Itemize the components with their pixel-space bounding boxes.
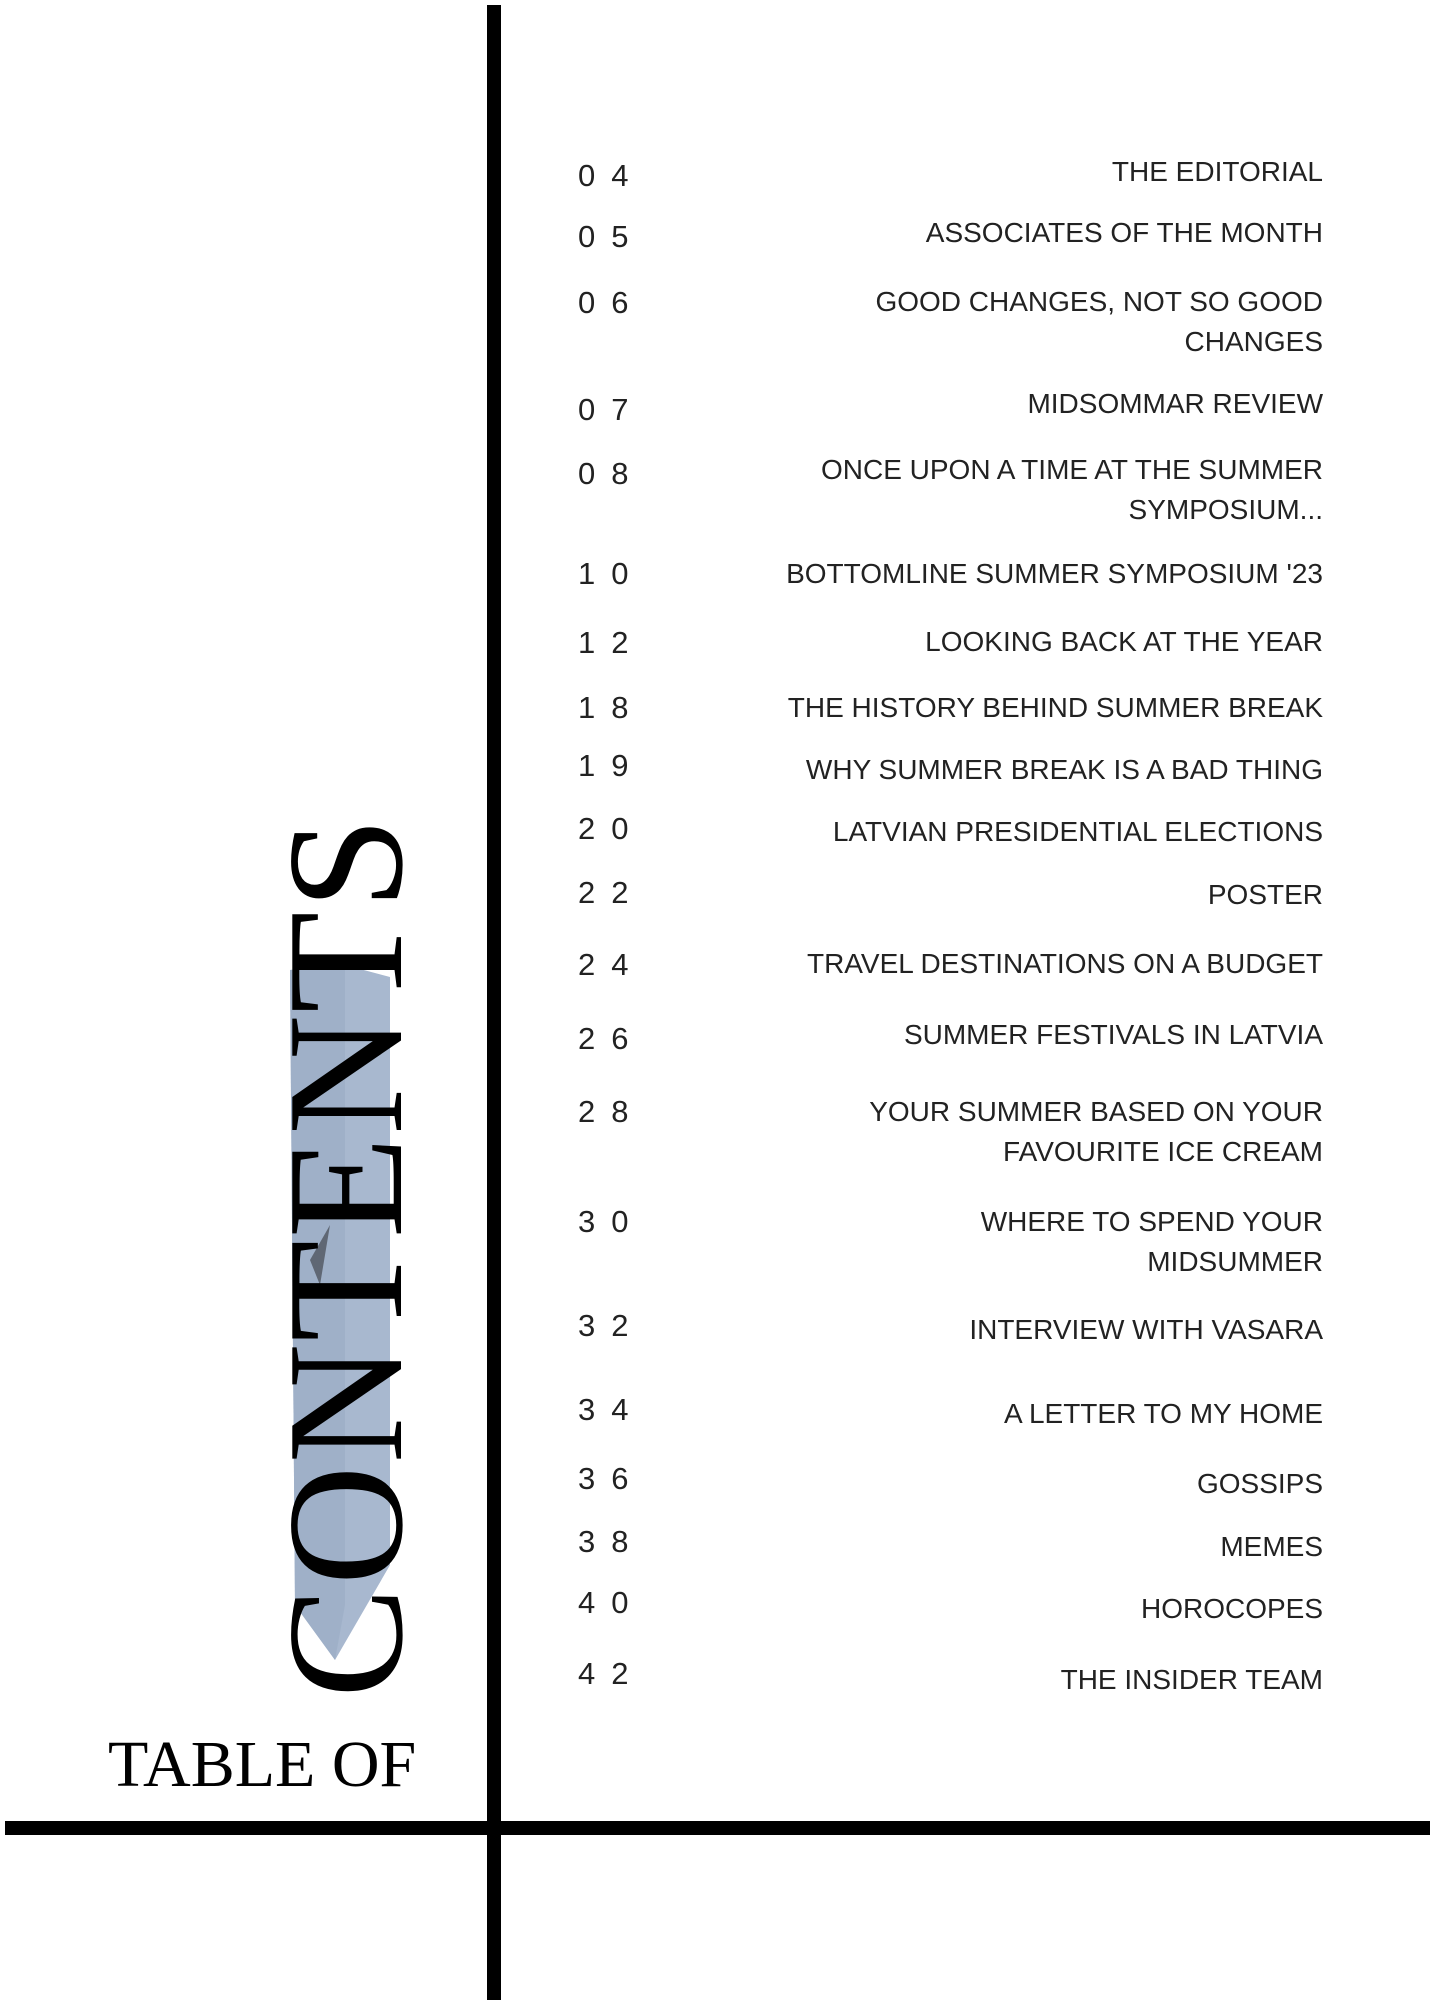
- toc-entry-title[interactable]: MEMES: [1220, 1531, 1323, 1562]
- toc-entry-title[interactable]: YOUR SUMMER BASED ON YOUR FAVOURITE ICE CREAM: [869, 1096, 1323, 1167]
- toc-entry-title[interactable]: BOTTOMLINE SUMMER SYMPOSIUM '23: [786, 558, 1323, 589]
- toc-entry-title[interactable]: SUMMER FESTIVALS IN LATVIA: [903, 1019, 1323, 1050]
- toc-page-number: 42: [578, 1656, 645, 1691]
- toc-entry-title[interactable]: THE HISTORY BEHIND SUMMER BREAK: [787, 692, 1323, 723]
- toc-page-number: 19: [578, 748, 645, 783]
- toc-page-number: 36: [578, 1461, 645, 1496]
- toc-page-number: 40: [578, 1585, 645, 1620]
- toc-page-number: 26: [578, 1021, 645, 1056]
- toc-entry-title[interactable]: ASSOCIATES OF THE MONTH: [925, 217, 1323, 248]
- toc-page-number: 07: [578, 392, 645, 427]
- toc-page-number: 22: [578, 875, 645, 910]
- toc-entry-title[interactable]: POSTER: [1207, 879, 1323, 910]
- toc-entry-title[interactable]: GOOD CHANGES, NOT SO GOOD CHANGES: [875, 286, 1323, 357]
- toc-entry-title[interactable]: THE INSIDER TEAM: [1060, 1664, 1323, 1695]
- toc-page-number: 18: [578, 690, 645, 725]
- toc-entry-title[interactable]: ONCE UPON A TIME AT THE SUMMER SYMPOSIUM...: [820, 454, 1323, 525]
- contents-title: CONTENTS: [253, 815, 437, 1698]
- toc-page-number: 10: [578, 556, 645, 591]
- table-of-title: TABLE OF: [108, 1728, 417, 1801]
- toc-page-number: 12: [578, 625, 645, 660]
- toc-page-number: 34: [578, 1392, 645, 1427]
- toc-entry-title[interactable]: WHERE TO SPEND YOUR MIDSUMMER: [980, 1206, 1323, 1277]
- toc-page-number: 05: [578, 219, 645, 254]
- toc-page-number: 04: [578, 158, 645, 193]
- toc-page-number: 28: [578, 1094, 645, 1129]
- toc-page-number: 24: [578, 947, 645, 982]
- toc-page-number: 20: [578, 811, 645, 846]
- horizontal-divider: [5, 1821, 1430, 1835]
- toc-page-number: 08: [578, 456, 645, 491]
- toc-entry-title[interactable]: HOROCOPES: [1140, 1593, 1323, 1624]
- toc-entry-title[interactable]: LOOKING BACK AT THE YEAR: [925, 626, 1323, 657]
- toc-entry-title[interactable]: INTERVIEW WITH VASARA: [969, 1314, 1323, 1345]
- toc-entry-title[interactable]: WHY SUMMER BREAK IS A BAD THING: [805, 754, 1323, 785]
- toc-page-number: 30: [578, 1204, 645, 1239]
- toc-entry-title[interactable]: MIDSOMMAR REVIEW: [1027, 388, 1323, 419]
- toc-entry-title[interactable]: THE EDITORIAL: [1111, 156, 1323, 187]
- toc-entry-title[interactable]: A LETTER TO MY HOME: [1004, 1398, 1323, 1429]
- toc-entry-title[interactable]: LATVIAN PRESIDENTIAL ELECTIONS: [832, 816, 1323, 847]
- toc-page-number: 06: [578, 285, 645, 320]
- toc-page-number: 32: [578, 1308, 645, 1343]
- toc-page-number: 38: [578, 1524, 645, 1559]
- vertical-divider: [487, 5, 501, 2000]
- toc-entry-title[interactable]: TRAVEL DESTINATIONS ON A BUDGET: [806, 948, 1323, 979]
- toc-entry-title[interactable]: GOSSIPS: [1196, 1468, 1323, 1499]
